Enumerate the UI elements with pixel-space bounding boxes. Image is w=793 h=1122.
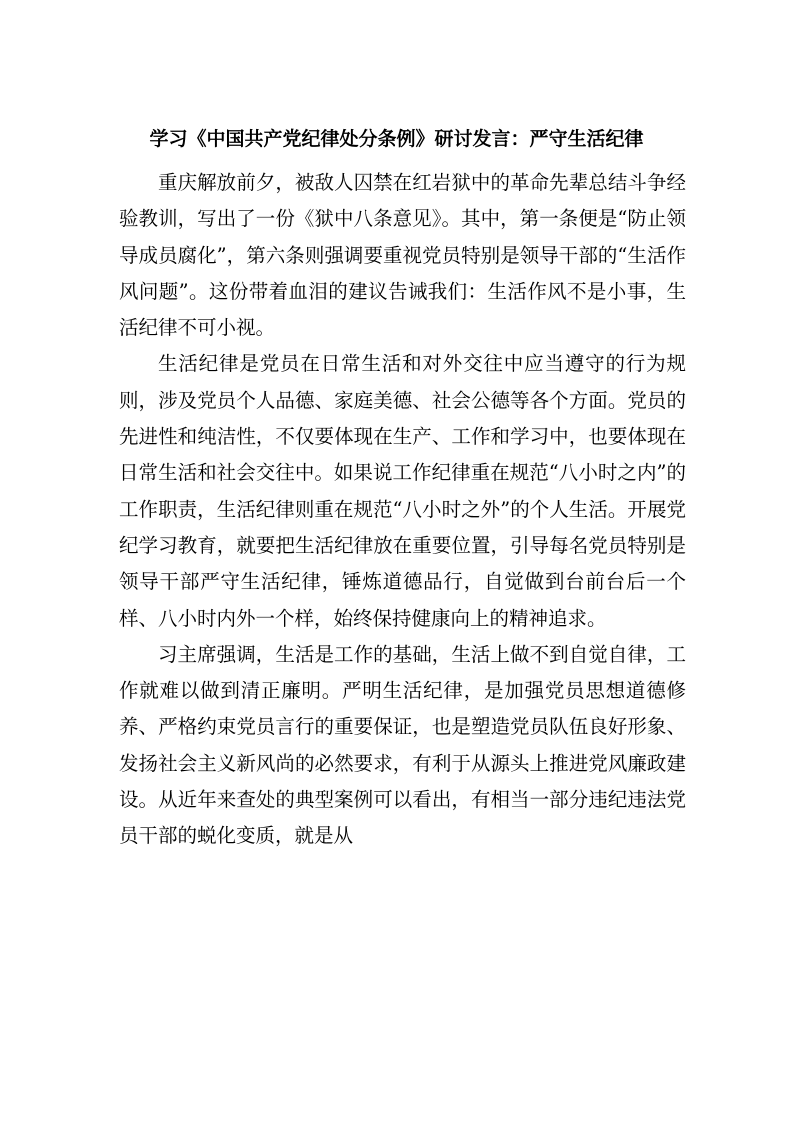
paragraph-1: 重庆解放前夕，被敌人囚禁在红岩狱中的革命先辈总结斗争经验教训，写出了一份《狱中八条意见》。其中，第一条便是“防止领导成员腐化”，第六条则强调要重视党员特别是领导干部的“生活作风问题”。这份带着血泪的建议告诫我们：生活作风不是小事，生活纪律不可小视。 (119, 171, 686, 340)
document-body (119, 165, 686, 855)
document-title: 学习《中国共产党纪律处分条例》研讨发言：严守生活纪律 (149, 128, 644, 150)
paragraph-3: 习主席强调，生活是工作的基础，生活上做不到自觉自律，工作就难以做到清正廉明。严明生活纪律，是加强党员思想道德修养、严格约束党员言行的重要保证，也是塑造党员队伍良好形象、发扬社会主义新风尚的必然要求，有利于从源头上推进党风廉政建设。从近年来查处的典型案例可以看出，有相当一部分违纪违法党员干部的蜕化变质，就是从 (119, 642, 686, 848)
paragraph-2: 生活纪律是党员在日常生活和对外交往中应当遵守的行为规则，涉及党员个人品德、家庭美德、社会公德等各个方面。党员的先进性和纯洁性，不仅要体现在生产、工作和学习中，也要体现在日常生活和社会交往中。如果说工作纪律重在规范“八小时之内”的工作职责，生活纪律则重在规范“八小时之外”的个人生活。开展党纪学习教育，就要把生活纪律放在重要位置，引导每名党员特别是领导干部严守生活纪律，锤炼道德品行，自觉做到台前台后一个样、八小时内外一个样，始终保持健康向上的精神追求。 (119, 352, 686, 630)
